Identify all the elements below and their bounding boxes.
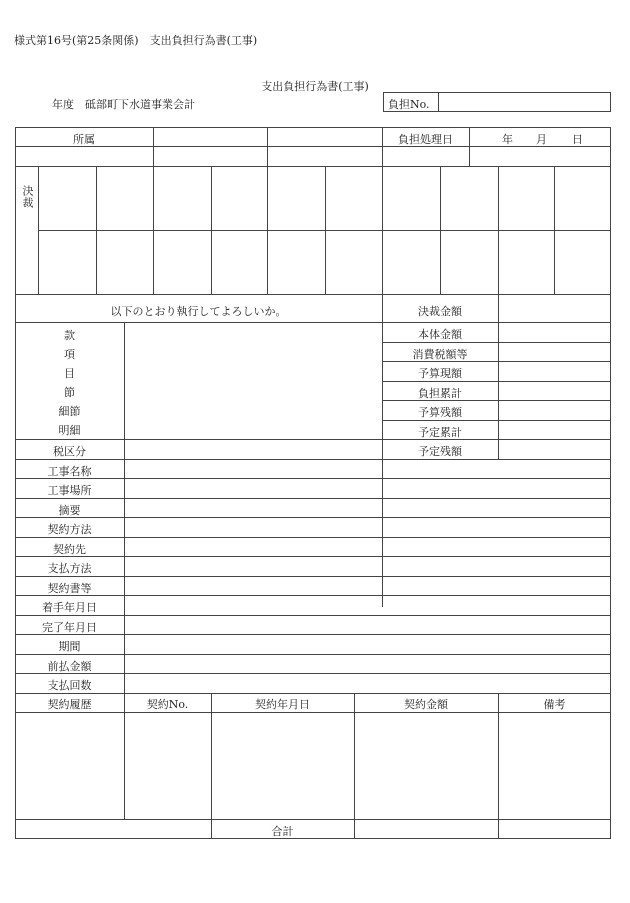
amount-row-label: 消費税額等 [412,348,468,361]
budget-item-label: 細節 [58,405,81,418]
detail-row-label: 工事場所 [47,484,92,497]
budget-item-label: 目 [64,367,75,380]
grid-line [15,712,611,713]
grid-line [382,381,611,382]
grid-line [554,166,555,294]
grid-line [15,322,611,323]
grid-line [211,166,212,294]
grid-line [15,498,611,499]
fiscal-year-label: 年度 砥部町下水道事業会計 [52,98,195,111]
approval-label: 決裁 [21,185,34,209]
detail-row-label: 期間 [58,640,81,653]
date-year-label: 年 [502,133,513,146]
approval-amount-label: 決裁金額 [418,305,462,318]
detail-row-label: 摘要 [58,504,81,517]
date-day-label: 日 [572,133,583,146]
grid-line [211,693,212,839]
burden-number-label: 負担No. [388,98,430,111]
grid-line [440,166,441,294]
budget-item-label: 節 [64,386,75,399]
history-header: 契約金額 [404,698,448,711]
detail-row-label: 工事名称 [47,465,92,478]
document-title: 支出負担行為書(工事) [261,80,369,93]
grid-line [15,615,611,616]
history-header: 備考 [543,698,566,711]
affiliation-label: 所属 [73,133,95,146]
grid-line [498,166,499,459]
grid-line [15,439,611,440]
budget-item-label: 款 [64,329,75,342]
detail-row-label: 支払方法 [47,562,92,575]
budget-item-label: 項 [64,348,75,361]
grid-line [153,127,154,294]
grid-line [15,819,611,820]
grid-line [498,693,499,839]
grid-line [15,166,611,167]
form-number: 様式第16号(第25条関係) 支出負担行為書(工事) [14,34,258,47]
detail-row-label: 着手年月日 [42,601,97,614]
grid-line [382,420,611,421]
grid-line [325,166,326,294]
date-month-label: 月 [536,133,547,146]
burden-number-field[interactable] [440,93,610,111]
amount-row-label: 本体金額 [418,328,462,341]
grid-line [15,537,611,538]
grid-line [267,127,268,294]
total-label: 合計 [271,825,294,838]
grid-line [124,322,125,693]
grid-line [15,654,611,655]
history-header: 契約No. [146,698,189,711]
grid-line [96,166,97,294]
grid-line [15,459,611,460]
amount-row-label: 予算現額 [418,367,462,380]
detail-row-label: 契約方法 [47,523,92,536]
tax-class-label: 税区分 [53,445,86,458]
budget-item-label: 明細 [58,424,81,437]
amount-row-label: 予定残額 [418,445,462,458]
processing-date-label: 負担処理日 [398,133,453,146]
detail-row-label: 支払回数 [47,679,92,692]
history-header: 契約履歴 [47,698,92,711]
amount-row-label: 負担累計 [418,387,462,400]
grid-line [15,294,611,295]
grid-line [438,92,439,112]
detail-row-label: 完了年月日 [42,621,97,634]
detail-row-label: 前払金額 [47,660,92,673]
amount-row-label: 予定累計 [418,426,462,439]
grid-line [15,693,611,694]
grid-line [469,127,470,166]
history-header: 契約年月日 [255,698,310,711]
grid-line [38,166,39,294]
detail-row-label: 契約書等 [47,582,92,595]
amount-row-label: 予算残額 [418,406,462,419]
grid-line [354,693,355,839]
detail-row-label: 契約先 [53,543,86,556]
grid-line [15,576,611,577]
grid-line [382,342,611,343]
approval-message: 以下のとおり執行してよろしいか。 [110,305,287,318]
